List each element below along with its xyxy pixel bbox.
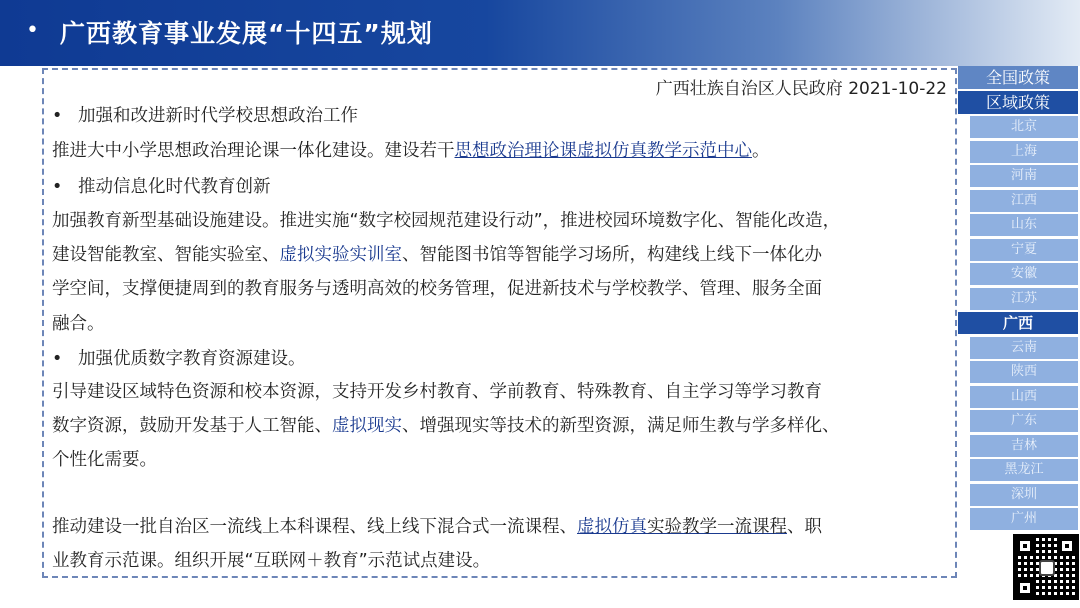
- paragraph-2-line-3: 学空间，支撑便捷周到的教育服务与透明高效的校务管理，促进新技术与学校教学、管理、服务全面: [52, 279, 822, 299]
- p1-text-a: 推进大中小学思想政治理论课一体化建设。建设若干: [52, 141, 455, 161]
- header-banner: [0, 0, 1080, 66]
- heading-1-text: 加强和改进新时代学校思想政治工作: [78, 106, 358, 126]
- link-ideological-sim-center[interactable]: 思想政治理论课虚拟仿真教学示范中心: [454, 141, 752, 161]
- p2-text-a: 建设智能教室、智能实验室、: [52, 245, 280, 265]
- link-virtual-lab[interactable]: 虚拟实验实训室: [279, 245, 402, 265]
- title-bullet: •: [26, 18, 39, 43]
- heading-3: [52, 345, 306, 370]
- region-item-9[interactable]: 云南: [970, 337, 1078, 359]
- region-item-2[interactable]: 河南: [970, 165, 1078, 187]
- region-item-1[interactable]: 上海: [970, 141, 1078, 163]
- p1-text-c: 。: [752, 141, 770, 161]
- bullet-3: •: [52, 349, 63, 369]
- policy-sidebar: [958, 66, 1078, 533]
- heading-1: [52, 102, 358, 127]
- region-item-4[interactable]: 山东: [970, 214, 1078, 236]
- region-item-10[interactable]: 陕西: [970, 361, 1078, 383]
- wechat-logo-icon: [1039, 560, 1055, 576]
- paragraph-1: [52, 137, 770, 162]
- region-item-16[interactable]: 广州: [970, 508, 1078, 530]
- region-item-5[interactable]: 宁夏: [970, 239, 1078, 261]
- qr-corner-icon: [1017, 580, 1033, 596]
- region-item-3[interactable]: 江西: [970, 190, 1078, 212]
- paragraph-2-line-4: 融合。: [52, 314, 105, 334]
- link-virtual-reality[interactable]: 虚拟现实: [332, 416, 402, 436]
- region-item-13[interactable]: 吉林: [970, 435, 1078, 457]
- p4-text-a: 推动建设一批自治区一流线上本科课程、线上线下混合式一流课程、: [52, 517, 577, 537]
- paragraph-3-line-3: 个性化需要。: [52, 450, 157, 470]
- p2-text-c: 、智能图书馆等智能学习场所，构建线上线下一体化办: [402, 245, 822, 265]
- paragraph-4-line-1: [52, 513, 822, 538]
- region-item-14[interactable]: 黑龙江: [970, 459, 1078, 481]
- p4-text-c: 实验教学一流课程: [647, 517, 787, 537]
- heading-3-text: 加强优质数字教育资源建设。: [78, 349, 306, 369]
- p4-text-d: 、职: [787, 517, 822, 537]
- region-list: [958, 116, 1078, 530]
- paragraph-3-line-2: [52, 412, 840, 437]
- page-title: 广西教育事业发展“十四五”规划: [60, 19, 433, 48]
- region-item-8[interactable]: 广西: [958, 312, 1078, 334]
- document-panel: [42, 68, 957, 578]
- heading-2: [52, 173, 271, 198]
- tab-regional-policy[interactable]: 区域政策: [958, 91, 1078, 114]
- paragraph-2-line-1: 加强教育新型基础设施建设。推进实施“数字校园规范建设行动”，推进校园环境数字化、智能化改造，: [52, 211, 841, 231]
- region-item-7[interactable]: 江苏: [970, 288, 1078, 310]
- qr-code-icon: [1013, 534, 1079, 600]
- tab-national-policy[interactable]: 全国政策: [958, 66, 1078, 89]
- region-item-15[interactable]: 深圳: [970, 484, 1078, 506]
- paragraph-2-line-2: [52, 241, 822, 266]
- p3-text-c: 、增强现实等技术的新型资源，满足师生教与学多样化、: [402, 416, 840, 436]
- region-item-0[interactable]: 北京: [970, 116, 1078, 138]
- bullet-1: •: [52, 106, 63, 126]
- paragraph-4-line-2: 业教育示范课。组织开展“互联网＋教育”示范试点建设。: [52, 551, 491, 571]
- qr-corner-icon: [1059, 538, 1075, 554]
- paragraph-3-line-1: 引导建设区域特色资源和校本资源，支持开发乡村教育、学前教育、特殊教育、自主学习等学习教育: [52, 382, 822, 402]
- source-date: 广西壮族自治区人民政府 2021-10-22: [655, 79, 947, 99]
- region-item-6[interactable]: 安徽: [970, 263, 1078, 285]
- region-item-12[interactable]: 广东: [970, 410, 1078, 432]
- heading-2-text: 推动信息化时代教育创新: [78, 177, 271, 197]
- region-item-11[interactable]: 山西: [970, 386, 1078, 408]
- link-virtual-sim[interactable]: 虚拟仿真: [577, 517, 647, 537]
- bullet-2: •: [52, 177, 63, 197]
- p3-text-a: 数字资源，鼓励开发基于人工智能、: [52, 416, 332, 436]
- qr-corner-icon: [1017, 538, 1033, 554]
